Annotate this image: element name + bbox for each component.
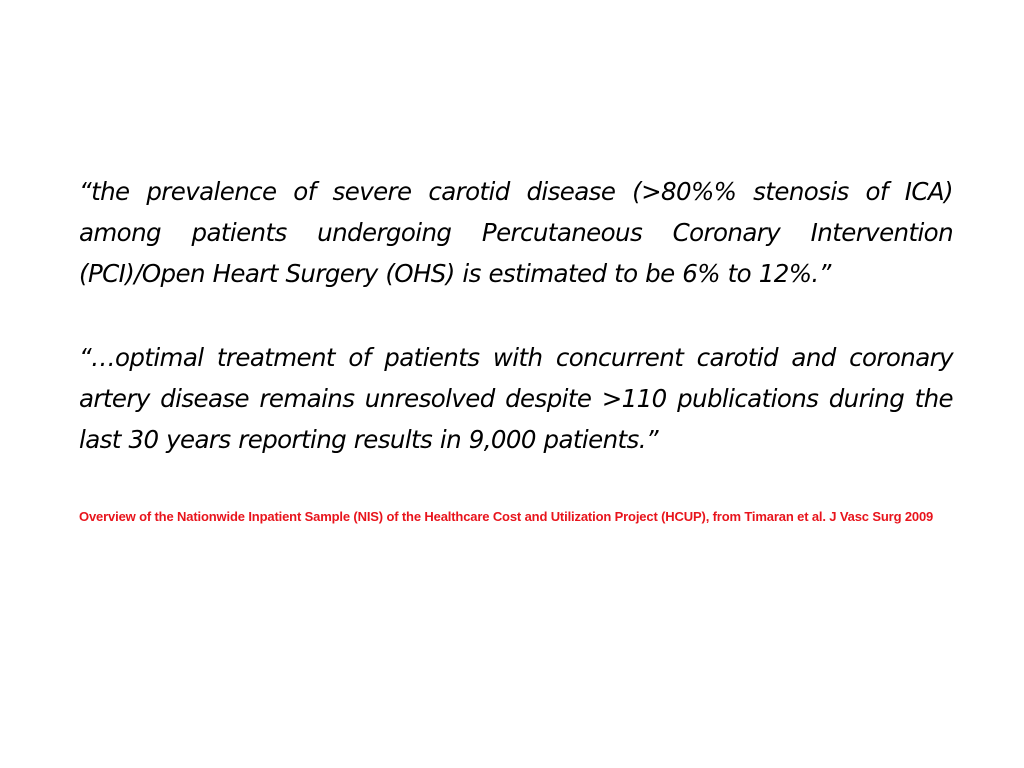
quote-prevalence: “the prevalence of severe carotid disease (>80%% stenosis of ICA) among patients undergoing Percutaneous Coronary Intervention (PCI)/Open Heart Surgery (OHS) is estimated to be 6% to 12%.” <box>79 177 953 288</box>
quote-optimal-treatment: “…optimal treatment of patients with concurrent carotid and coronary artery disease remains unresolved despite >110 publications during the last 30 years reporting results in 9,000 patients.” <box>79 343 953 454</box>
slide-content <box>79 171 953 527</box>
source-citation: Overview of the Nationwide Inpatient Sample (NIS) of the Healthcare Cost and Utilization Project (HCUP), from Timaran et al. J Vasc Surg 2009 <box>79 509 934 524</box>
